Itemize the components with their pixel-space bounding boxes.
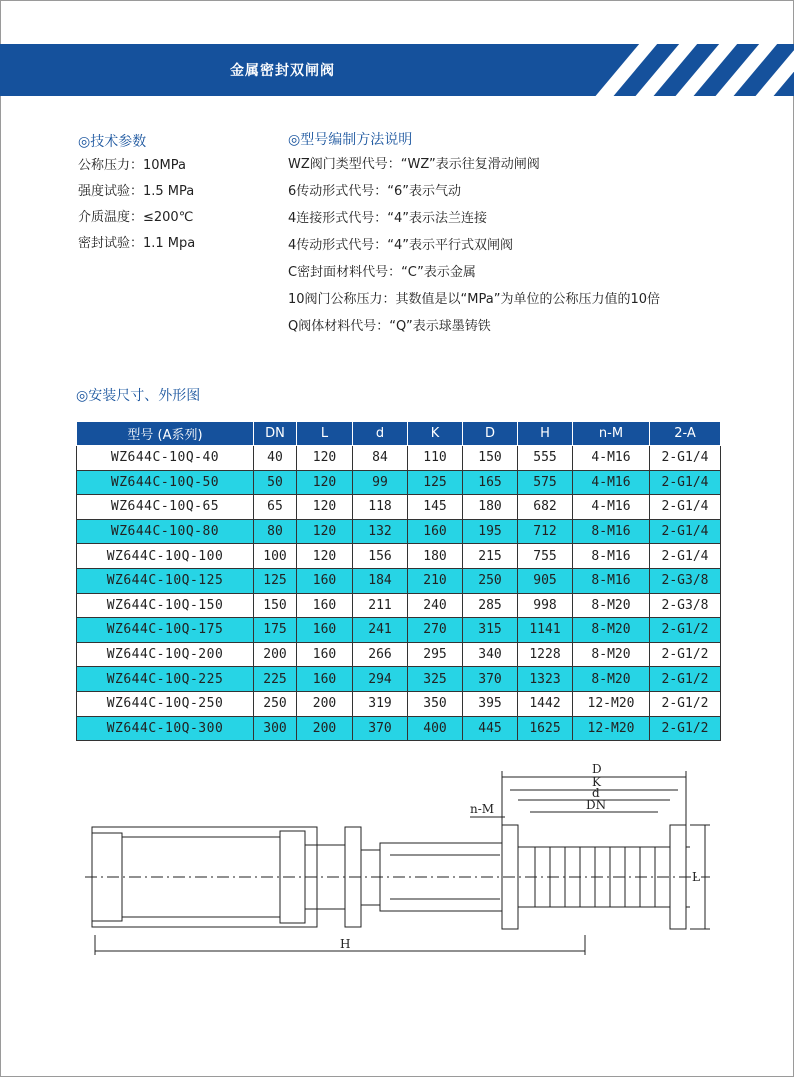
value-cell: 395 xyxy=(463,691,518,716)
value-cell: 110 xyxy=(408,446,463,471)
value-cell: 100 xyxy=(254,544,297,569)
value-cell: 160 xyxy=(297,593,353,618)
value-cell: 370 xyxy=(353,716,408,741)
value-cell: 84 xyxy=(353,446,408,471)
value-cell: 2-G3/8 xyxy=(650,568,721,593)
value-cell: 120 xyxy=(297,519,353,544)
value-cell: 325 xyxy=(408,667,463,692)
value-cell: 266 xyxy=(353,642,408,667)
value-cell: 50 xyxy=(254,470,297,495)
value-cell: 132 xyxy=(353,519,408,544)
model-explain-list xyxy=(288,151,660,340)
valve-outline-drawing xyxy=(80,755,720,960)
value-cell: 225 xyxy=(254,667,297,692)
value-cell: 2-G1/2 xyxy=(650,691,721,716)
model-cell: WZ644C-10Q-100 xyxy=(77,544,254,569)
value-cell: 1625 xyxy=(518,716,573,741)
value-cell: 270 xyxy=(408,618,463,643)
value-cell: 350 xyxy=(408,691,463,716)
value-cell: 99 xyxy=(353,470,408,495)
dimensions-title: ◎安装尺寸、外形图 xyxy=(76,388,201,404)
model-line: Q阀体材料代号：“Q”表示球墨铸铁 xyxy=(288,319,491,334)
value-cell: 2-G1/2 xyxy=(650,642,721,667)
value-cell: 2-G3/8 xyxy=(650,593,721,618)
value-cell: 210 xyxy=(408,568,463,593)
value-cell: 180 xyxy=(408,544,463,569)
value-cell: 285 xyxy=(463,593,518,618)
header-cell: L xyxy=(297,422,353,446)
model-cell: WZ644C-10Q-150 xyxy=(77,593,254,618)
value-cell: 65 xyxy=(254,495,297,520)
value-cell: 905 xyxy=(518,568,573,593)
table-row xyxy=(77,642,721,667)
model-line: 4传动形式代号：“4”表示平行式双闸阀 xyxy=(288,238,514,253)
value-cell: 165 xyxy=(463,470,518,495)
value-cell: 120 xyxy=(297,470,353,495)
header-cell: d xyxy=(353,422,408,446)
model-line: WZ阀门类型代号：“WZ”表示往复滑动闸阀 xyxy=(288,157,540,172)
table-row xyxy=(77,446,721,471)
value-cell: 250 xyxy=(254,691,297,716)
value-cell: 2-G1/2 xyxy=(650,716,721,741)
model-line: C密封面材料代号：“C”表示金属 xyxy=(288,265,476,280)
value-cell: 150 xyxy=(254,593,297,618)
value-cell: 120 xyxy=(297,495,353,520)
header-cell: D xyxy=(463,422,518,446)
model-cell: WZ644C-10Q-65 xyxy=(77,495,254,520)
value-cell: 125 xyxy=(254,568,297,593)
value-cell: 80 xyxy=(254,519,297,544)
label-H: H xyxy=(340,937,351,951)
specs-list xyxy=(78,153,195,257)
value-cell: 120 xyxy=(297,446,353,471)
value-cell: 145 xyxy=(408,495,463,520)
label-d: d xyxy=(592,786,600,800)
model-cell: WZ644C-10Q-225 xyxy=(77,667,254,692)
value-cell: 8-M20 xyxy=(573,618,650,643)
value-cell: 215 xyxy=(463,544,518,569)
table-row xyxy=(77,716,721,741)
value-cell: 120 xyxy=(297,544,353,569)
value-cell: 319 xyxy=(353,691,408,716)
value-cell: 8-M16 xyxy=(573,568,650,593)
table-row xyxy=(77,519,721,544)
value-cell: 160 xyxy=(297,568,353,593)
value-cell: 2-G1/2 xyxy=(650,667,721,692)
value-cell: 160 xyxy=(297,642,353,667)
value-cell: 211 xyxy=(353,593,408,618)
label-K: K xyxy=(592,775,601,789)
value-cell: 8-M16 xyxy=(573,544,650,569)
value-cell: 2-G1/4 xyxy=(650,519,721,544)
value-cell: 1141 xyxy=(518,618,573,643)
value-cell: 340 xyxy=(463,642,518,667)
header-cell: DN xyxy=(254,422,297,446)
model-cell: WZ644C-10Q-40 xyxy=(77,446,254,471)
model-cell: WZ644C-10Q-80 xyxy=(77,519,254,544)
header-cell: H xyxy=(518,422,573,446)
value-cell: 2-G1/4 xyxy=(650,544,721,569)
value-cell: 712 xyxy=(518,519,573,544)
value-cell: 200 xyxy=(254,642,297,667)
table-row xyxy=(77,618,721,643)
header-cell: 型号 (A系列) xyxy=(77,422,254,446)
value-cell: 195 xyxy=(463,519,518,544)
label-L: L xyxy=(692,870,700,884)
value-cell: 184 xyxy=(353,568,408,593)
table-row xyxy=(77,568,721,593)
value-cell: 1323 xyxy=(518,667,573,692)
header-cell: n-M xyxy=(573,422,650,446)
label-nM: n-M xyxy=(470,802,495,816)
value-cell: 4-M16 xyxy=(573,446,650,471)
label-DN: DN xyxy=(586,798,607,812)
value-cell: 295 xyxy=(408,642,463,667)
value-cell: 200 xyxy=(297,716,353,741)
value-cell: 200 xyxy=(297,691,353,716)
table-row xyxy=(77,495,721,520)
value-cell: 682 xyxy=(518,495,573,520)
model-cell: WZ644C-10Q-250 xyxy=(77,691,254,716)
value-cell: 1442 xyxy=(518,691,573,716)
model-explain-title: ◎型号编制方法说明 xyxy=(288,132,413,148)
model-cell: WZ644C-10Q-300 xyxy=(77,716,254,741)
model-cell: WZ644C-10Q-200 xyxy=(77,642,254,667)
model-cell: WZ644C-10Q-50 xyxy=(77,470,254,495)
value-cell: 8-M20 xyxy=(573,642,650,667)
table-body xyxy=(77,446,721,741)
value-cell: 2-G1/4 xyxy=(650,495,721,520)
value-cell: 8-M20 xyxy=(573,593,650,618)
table-row xyxy=(77,593,721,618)
value-cell: 12-M20 xyxy=(573,716,650,741)
value-cell: 125 xyxy=(408,470,463,495)
model-line: 6传动形式代号：“6”表示气动 xyxy=(288,184,462,199)
value-cell: 755 xyxy=(518,544,573,569)
page-title: 金属密封双闸阀 xyxy=(230,63,335,79)
value-cell: 241 xyxy=(353,618,408,643)
value-cell: 2-G1/4 xyxy=(650,470,721,495)
value-cell: 400 xyxy=(408,716,463,741)
value-cell: 300 xyxy=(254,716,297,741)
header-cell: 2-A xyxy=(650,422,721,446)
value-cell: 250 xyxy=(463,568,518,593)
value-cell: 8-M16 xyxy=(573,519,650,544)
header-bar xyxy=(0,44,794,96)
table-row xyxy=(77,691,721,716)
value-cell: 8-M20 xyxy=(573,667,650,692)
value-cell: 575 xyxy=(518,470,573,495)
table-row xyxy=(77,667,721,692)
model-cell: WZ644C-10Q-175 xyxy=(77,618,254,643)
header-cell: K xyxy=(408,422,463,446)
value-cell: 12-M20 xyxy=(573,691,650,716)
value-cell: 175 xyxy=(254,618,297,643)
table-row xyxy=(77,544,721,569)
value-cell: 2-G1/2 xyxy=(650,618,721,643)
table-header-row xyxy=(77,422,721,446)
specs-title: ◎技术参数 xyxy=(78,134,147,150)
value-cell: 150 xyxy=(463,446,518,471)
value-cell: 4-M16 xyxy=(573,495,650,520)
value-cell: 160 xyxy=(297,667,353,692)
value-cell: 998 xyxy=(518,593,573,618)
value-cell: 4-M16 xyxy=(573,470,650,495)
value-cell: 315 xyxy=(463,618,518,643)
value-cell: 2-G1/4 xyxy=(650,446,721,471)
label-D: D xyxy=(592,762,602,776)
value-cell: 370 xyxy=(463,667,518,692)
model-line: 4连接形式代号：“4”表示法兰连接 xyxy=(288,211,488,226)
spec-line: 公称压力：10MPa xyxy=(78,158,186,173)
table-row xyxy=(77,470,721,495)
value-cell: 156 xyxy=(353,544,408,569)
spec-line: 介质温度：≤200℃ xyxy=(78,210,194,225)
model-cell: WZ644C-10Q-125 xyxy=(77,568,254,593)
value-cell: 1228 xyxy=(518,642,573,667)
header-stripes xyxy=(574,44,794,96)
value-cell: 555 xyxy=(518,446,573,471)
value-cell: 160 xyxy=(297,618,353,643)
value-cell: 160 xyxy=(408,519,463,544)
value-cell: 445 xyxy=(463,716,518,741)
model-line: 10阀门公称压力：其数值是以“MPa”为单位的公称压力值的10倍 xyxy=(288,292,660,307)
value-cell: 240 xyxy=(408,593,463,618)
value-cell: 180 xyxy=(463,495,518,520)
spec-line: 强度试验：1.5 MPa xyxy=(78,184,195,199)
value-cell: 294 xyxy=(353,667,408,692)
spec-line: 密封试验：1.1 Mpa xyxy=(78,236,196,251)
dimensions-table xyxy=(76,421,721,741)
value-cell: 118 xyxy=(353,495,408,520)
value-cell: 40 xyxy=(254,446,297,471)
